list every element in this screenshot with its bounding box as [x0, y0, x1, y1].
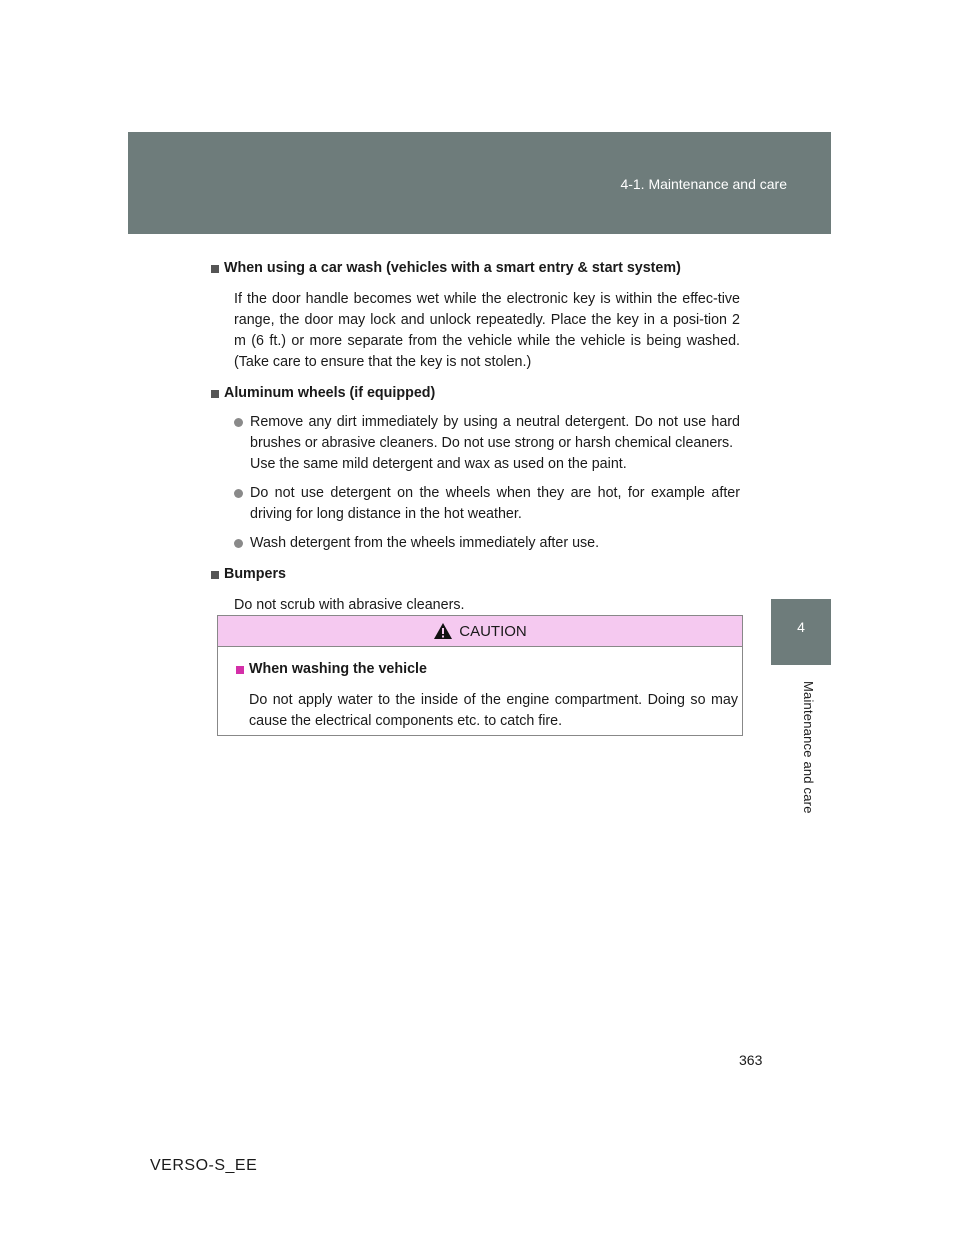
list-item: [234, 412, 740, 475]
square-bullet-icon: [236, 666, 244, 674]
list-item: [234, 483, 740, 525]
warning-triangle-icon: [433, 622, 453, 640]
main-content: [224, 258, 740, 616]
section-title: 4-1. Maintenance and care: [620, 176, 787, 192]
heading-text: Bumpers: [224, 566, 286, 582]
model-code: VERSO-S_EE: [150, 1157, 258, 1174]
caution-box: [217, 615, 743, 736]
chapter-number: 4: [797, 619, 805, 635]
caution-header: [218, 616, 742, 647]
caution-title: CAUTION: [459, 622, 527, 640]
list-item-text: Do not use detergent on the wheels when they are hot, for example after driving for long distance in the hot weather.: [250, 485, 740, 522]
chapter-tab: [771, 599, 831, 665]
square-bullet-icon: [211, 265, 219, 273]
list-item-text: Wash detergent from the wheels immediately after use.: [250, 535, 600, 551]
round-bullet-icon: [234, 489, 243, 498]
round-bullet-icon: [234, 539, 243, 548]
list-item-text: Remove any dirt immediately by using a neutral detergent. Do not use hard brushes or abrasive cleaners. Do not use strong or harsh chemical cleaners.: [250, 414, 740, 451]
section-heading-bumpers: [211, 564, 740, 585]
heading-text: Aluminum wheels (if equipped): [224, 385, 436, 401]
round-bullet-icon: [234, 418, 243, 427]
list-item: [234, 533, 740, 554]
section-heading-car-wash: [211, 258, 740, 279]
paragraph: Do not scrub with abrasive cleaners.: [234, 597, 465, 613]
list-item-text: Use the same mild detergent and wax as used on the paint.: [250, 456, 627, 472]
chapter-label: Maintenance and care: [801, 681, 816, 814]
caution-heading: [236, 659, 738, 680]
heading-text: When washing the vehicle: [249, 661, 427, 677]
section-heading-aluminum-wheels: [211, 383, 740, 404]
caution-text: Do not apply water to the inside of the engine compartment. Doing so may cause the electrical components etc. to catch fire.: [249, 692, 738, 729]
header-band: [128, 132, 831, 234]
caution-body: [218, 647, 738, 732]
square-bullet-icon: [211, 390, 219, 398]
paragraph: If the door handle becomes wet while the electronic key is within the effec-tive range, the door may lock and unlock repeatedly. Place the key in a posi-tion 2 m (6 ft.) or more separate from the vehicle while the vehicle is being washed. (Take care to ensure that the key is not stolen.): [234, 291, 740, 370]
square-bullet-icon: [211, 571, 219, 579]
page-number: 363: [739, 1052, 763, 1068]
heading-text: When using a car wash (vehicles with a smart entry & start system): [224, 260, 681, 276]
